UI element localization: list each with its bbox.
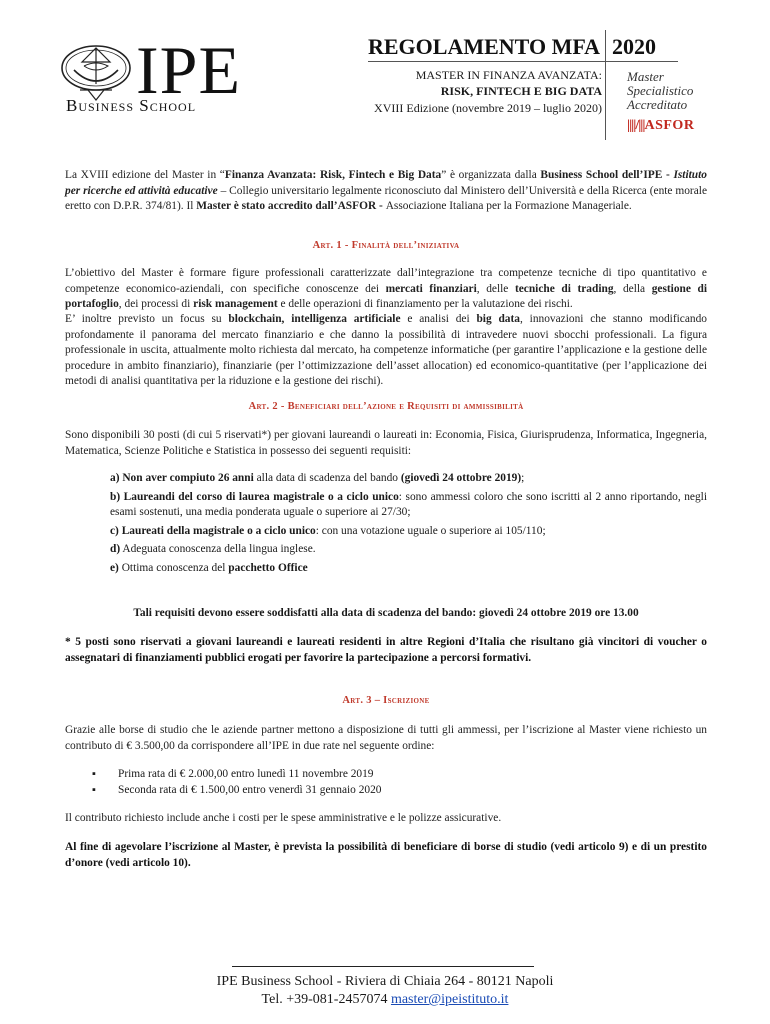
art1-paragraph-2	[65, 312, 707, 390]
requirement-b	[110, 490, 707, 521]
text: c) Laureati della magistrale o a ciclo unico	[110, 524, 316, 537]
header-vertical-rule	[605, 30, 606, 140]
deadline-notice: Tali requisiti devono essere soddisfatti alla data di scadenza del bando: giovedì 24 ottobre 2019 ore 13.00	[133, 607, 639, 619]
text: Business School dell’IPE -	[540, 169, 674, 181]
requirements-list	[110, 471, 707, 576]
footer-email-link[interactable]: master@ipeistituto.it	[390, 992, 509, 1007]
text: , dei processi di	[118, 298, 194, 310]
text: ;	[521, 472, 525, 484]
logo-subtitle: Business School	[66, 96, 197, 115]
accreditation-text	[627, 70, 697, 112]
costs-note: Il contributo richiesto include anche i costi per le spese amministrative e le polizze assicurative.	[65, 812, 502, 824]
art1-heading: Art. 1 - Finalità dell’iniziativa	[312, 240, 460, 251]
subtitle-line-3: XVIII Edizione (novembre 2019 – luglio 2020)	[374, 101, 602, 115]
footer-address: IPE Business School - Riviera di Chiaia 264 - 80121 Napoli	[216, 974, 554, 989]
text: – Collegio universitario legalmente riconosciuto dal Ministero dell’Università e della Ricerca (ente morale eretto con D.P.R. 374/81). Il	[65, 184, 708, 212]
requirement-c	[110, 524, 707, 540]
text: Master è stato accredito dall’ASFOR -	[196, 200, 386, 212]
text: e delle operazioni di finanziamento per la valutazione dei rischi.	[277, 298, 573, 310]
text: b) Laureandi del corso di laurea magistrale o a ciclo unico	[110, 490, 399, 503]
header-rule	[368, 61, 678, 62]
text: risk management	[193, 298, 278, 310]
reserved-seats-note: * 5 posti sono riservati a giovani laureandi e laureati residenti in altre Regioni d’Italia che risultano già vincitori di voucher o assegnatari di finanziamenti pubblici erogati per favorire la partecipazione a percorsi formativi.	[65, 636, 707, 664]
text: , innovazioni che stanno modificando profondamente il panorama del mercato finanziario e che danno la possibilità di intravedere nuovi sbocchi professionali. La figura professionale in uscita, attualmente molto richiesta dal mercato, ha competenze informatiche (per garantire l’applicazione e la gestione delle procedure in ambito finanziario), finanziarie (per l’ottimizzazione dell’asset allocation) ed economico-quantitative (per l’applicazione dei metodi di analisi quantitativa per la riduzione e la gestione dei rischi).	[65, 313, 707, 387]
art2-intro: Sono disponibili 30 posti (di cui 5 riservati*) per giovani laureandi o laureati in: Economia, Fisica, Giurisprudenza, Informatica, Ingegneria, Matematica, Scienze Politiche e Statistica in possesso dei seguenti requisiti:	[65, 429, 707, 457]
footer-phone: Tel. +39-081-2457074	[261, 992, 391, 1007]
text: Finanza Avanzata: Risk, Fintech e Big Data	[224, 169, 442, 181]
requirement-a	[110, 471, 707, 487]
text: E’ inoltre previsto un focus su	[65, 313, 229, 325]
art3-intro: Grazie alle borse di studio che le aziende partner mettono a disposizione di tutti gli ammessi, per l’iscrizione al Master viene richiesto un contributo di € 3.500,00 da corrispondere all’IPE in due rate nel seguente ordine:	[65, 724, 707, 752]
text: , della	[613, 282, 652, 295]
text: La XVIII edizione del Master in “	[65, 169, 225, 181]
accreditation-line: Specialistico	[627, 83, 694, 98]
subtitle-line-1: MASTER IN FINANZA AVANZATA:	[415, 68, 602, 82]
text: e analisi dei	[400, 313, 477, 325]
text: d)	[110, 543, 121, 555]
asfor-logo: ||||/|||ASFOR	[627, 118, 695, 133]
intro-paragraph	[65, 168, 707, 215]
text: pacchetto Office	[228, 561, 308, 574]
text: , delle	[476, 282, 515, 295]
text: blockchain, intelligenza artificiale	[228, 313, 401, 325]
payment-rates-list	[92, 766, 692, 798]
text: Adeguata conoscenza della lingua inglese.	[120, 543, 316, 555]
art3-heading: Art. 3 – Iscrizione	[342, 695, 430, 706]
accreditation-line: Accreditato	[627, 97, 688, 112]
requirement-d	[110, 542, 707, 558]
text: : con una votazione uguale o superiore ai 105/110;	[315, 524, 546, 537]
text: tecniche di trading	[514, 282, 614, 295]
asfor-logo-text: ASFOR	[644, 118, 695, 133]
requirement-e	[110, 561, 707, 577]
list-item: ▪ Prima rata di € 2.000,00 entro lunedì 11 novembre 2019	[92, 766, 692, 782]
footer-contact	[0, 992, 770, 1008]
list-item: ▪ Seconda rata di € 1.500,00 entro venerdì 31 gennaio 2020	[92, 782, 692, 798]
document-year: 2020	[612, 34, 656, 59]
text: L’obiettivo del Master è formare figure professionali caratterizzate dall’integrazione tra competenze tecniche di tipo quantitativo e competenze economico-aziendali, con specifiche conoscenze dei	[65, 267, 707, 295]
text: big data	[476, 313, 520, 325]
text: : sono ammessi coloro che sono iscritti al 2 anno riportando, negli esami sostenuti, una media ponderata uguale o superiore ai 27/30;	[110, 490, 708, 518]
logo-text: IPE	[136, 32, 241, 108]
subtitle-line-2: RISK, FINTECH E BIG DATA	[440, 84, 602, 98]
art1-paragraph-1	[65, 266, 707, 313]
text: gestione di portafoglio	[65, 282, 707, 310]
text: Ottima conoscenza del	[118, 561, 229, 574]
text: e)	[110, 561, 119, 574]
text: (giovedì 24 ottobre 2019)	[400, 472, 522, 484]
art2-heading: Art. 2 - Beneficiari dell’azione e Requisiti di ammissibilità	[248, 401, 524, 412]
text: mercati finanziari	[385, 282, 477, 295]
scholarship-note: Al fine di agevolare l’iscrizione al Master, è prevista la possibilità di beneficiare di borse di studio (vedi articolo 9) e di un prestito d’onore (vedi articolo 10).	[65, 841, 707, 869]
document-title: REGOLAMENTO MFA	[368, 34, 601, 59]
text: Associazione Italiana per la Formazione Manageriale.	[385, 200, 632, 212]
accreditation-line: Master	[627, 69, 664, 84]
text: ” è organizzata dalla	[441, 169, 541, 181]
text: Istituto per ricerche ed attività educative	[65, 169, 707, 197]
footer-rule	[232, 966, 534, 967]
text: a) Non aver compiuto 26 anni	[110, 472, 254, 484]
text: alla data di scadenza del bando	[253, 472, 401, 484]
